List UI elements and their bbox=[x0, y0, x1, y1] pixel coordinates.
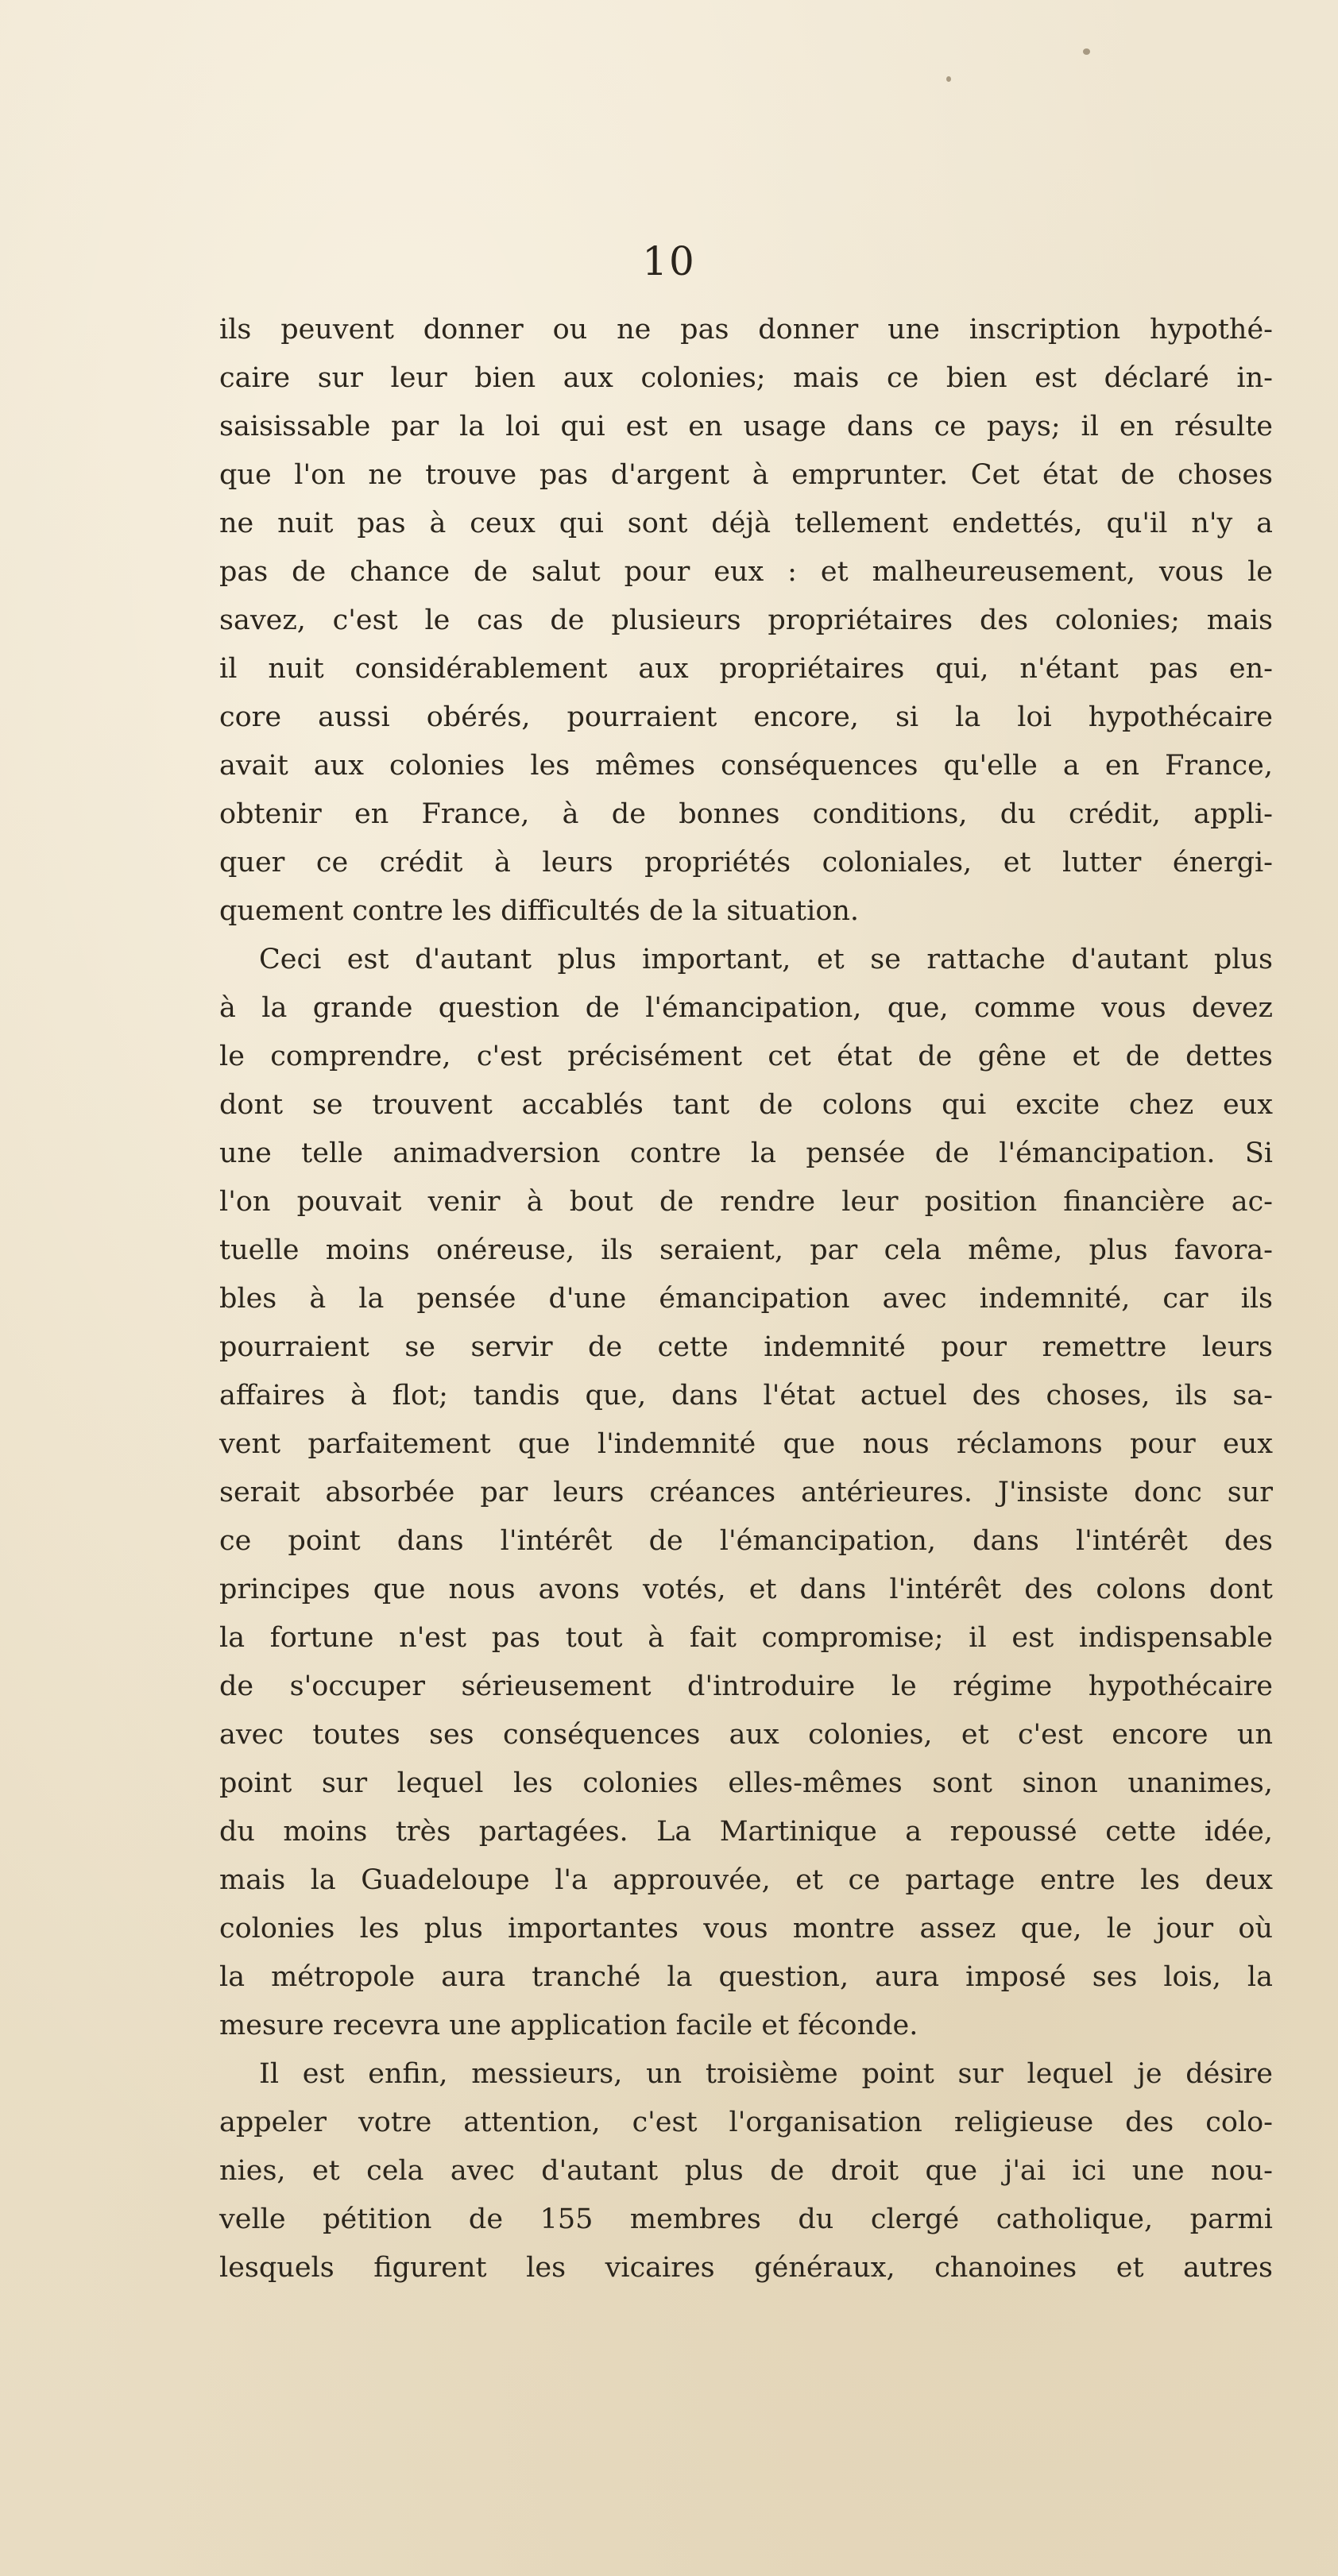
text-line: l'on pouvait venir à bout de rendre leur position financière ac- bbox=[219, 1186, 1273, 1218]
text-line: obtenir en France, à de bonnes conditions, du crédit, appli- bbox=[219, 798, 1273, 830]
text-line: velle pétition de 155 membres du clergé catholique, parmi bbox=[219, 2203, 1273, 2235]
text-line: vent parfaitement que l'indemnité que nous réclamons pour eux bbox=[219, 1428, 1273, 1460]
text-line: la fortune n'est pas tout à fait compromise; il est indispensable bbox=[219, 1622, 1273, 1654]
text-line: du moins très partagées. La Martinique a repoussé cette idée, bbox=[219, 1816, 1273, 1848]
text-line: ne nuit pas à ceux qui sont déjà tellement endettés, qu'il n'y a bbox=[219, 508, 1273, 539]
text-line: de s'occuper sérieusement d'introduire le régime hypothécaire bbox=[219, 1670, 1273, 1702]
text-line: lesquels figurent les vicaires généraux, chanoines et autres bbox=[219, 2252, 1273, 2284]
text-line: pas de chance de salut pour eux : et malheureusement, vous le bbox=[219, 556, 1273, 588]
text-line: colonies les plus importantes vous montre assez que, le jour où bbox=[219, 1913, 1273, 1945]
text-line: quer ce crédit à leurs propriétés coloniales, et lutter énergi- bbox=[219, 847, 1273, 879]
text-line: dont se trouvent accablés tant de colons qui excite chez eux bbox=[219, 1089, 1273, 1121]
paragraph bbox=[219, 2050, 1273, 2292]
text-line: savez, c'est le cas de plusieurs propriétaires des colonies; mais bbox=[219, 604, 1273, 636]
text-line: affaires à flot; tandis que, dans l'état actuel des choses, ils sa- bbox=[219, 1380, 1273, 1412]
text-line: ils peuvent donner ou ne pas donner une inscription hypothé- bbox=[219, 314, 1273, 346]
text-line: nies, et cela avec d'autant plus de droit que j'ai ici une nou- bbox=[219, 2155, 1273, 2187]
text-line: mesure recevra une application facile et féconde. bbox=[219, 2010, 918, 2041]
text-line: point sur lequel les colonies elles-mêmes sont sinon unanimes, bbox=[219, 1767, 1273, 1799]
paragraph bbox=[219, 936, 1273, 2050]
text-line: la métropole aura tranché la question, aura imposé ses lois, la bbox=[219, 1961, 1273, 1993]
text-line: avec toutes ses conséquences aux colonies, et c'est encore un bbox=[219, 1719, 1273, 1751]
text-line: il nuit considérablement aux propriétaires qui, n'étant pas en- bbox=[219, 653, 1273, 685]
text-line: le comprendre, c'est précisément cet état de gêne et de dettes bbox=[219, 1041, 1273, 1072]
ink-speck bbox=[1083, 48, 1090, 55]
text-line: bles à la pensée d'une émancipation avec indemnité, car ils bbox=[219, 1283, 1273, 1315]
text-line: que l'on ne trouve pas d'argent à emprunter. Cet état de choses bbox=[219, 459, 1273, 491]
text-line: à la grande question de l'émancipation, que, comme vous devez bbox=[219, 992, 1273, 1024]
text-line: serait absorbée par leurs créances antérieures. J'insiste donc sur bbox=[219, 1477, 1273, 1508]
text-line: pourraient se servir de cette indemnité pour remettre leurs bbox=[219, 1331, 1273, 1363]
text-line: core aussi obérés, pourraient encore, si la loi hypothécaire bbox=[219, 701, 1273, 733]
paragraph bbox=[219, 306, 1273, 936]
text-line: quement contre les difficultés de la situation. bbox=[219, 895, 860, 927]
text-line: mais la Guadeloupe l'a approuvée, et ce partage entre les deux bbox=[219, 1864, 1273, 1896]
ink-speck bbox=[946, 76, 951, 82]
text-line: appeler votre attention, c'est l'organisation religieuse des colo- bbox=[219, 2107, 1273, 2138]
text-line: Il est enfin, messieurs, un troisième point sur lequel je désire bbox=[259, 2058, 1273, 2090]
text-line: Ceci est d'autant plus important, et se rattache d'autant plus bbox=[259, 944, 1273, 975]
page-number: 10 bbox=[642, 238, 696, 284]
text-line: tuelle moins onéreuse, ils seraient, par cela même, plus favora- bbox=[219, 1234, 1273, 1266]
body-text bbox=[219, 306, 1273, 2292]
text-line: principes que nous avons votés, et dans l'intérêt des colons dont bbox=[219, 1574, 1273, 1605]
text-line: caire sur leur bien aux colonies; mais ce bien est déclaré in- bbox=[219, 362, 1273, 394]
text-line: une telle animadversion contre la pensée de l'émancipation. Si bbox=[219, 1137, 1273, 1169]
text-line: saisissable par la loi qui est en usage dans ce pays; il en résulte bbox=[219, 411, 1273, 442]
text-line: ce point dans l'intérêt de l'émancipation, dans l'intérêt des bbox=[219, 1525, 1273, 1557]
text-line: avait aux colonies les mêmes conséquences qu'elle a en France, bbox=[219, 750, 1273, 782]
